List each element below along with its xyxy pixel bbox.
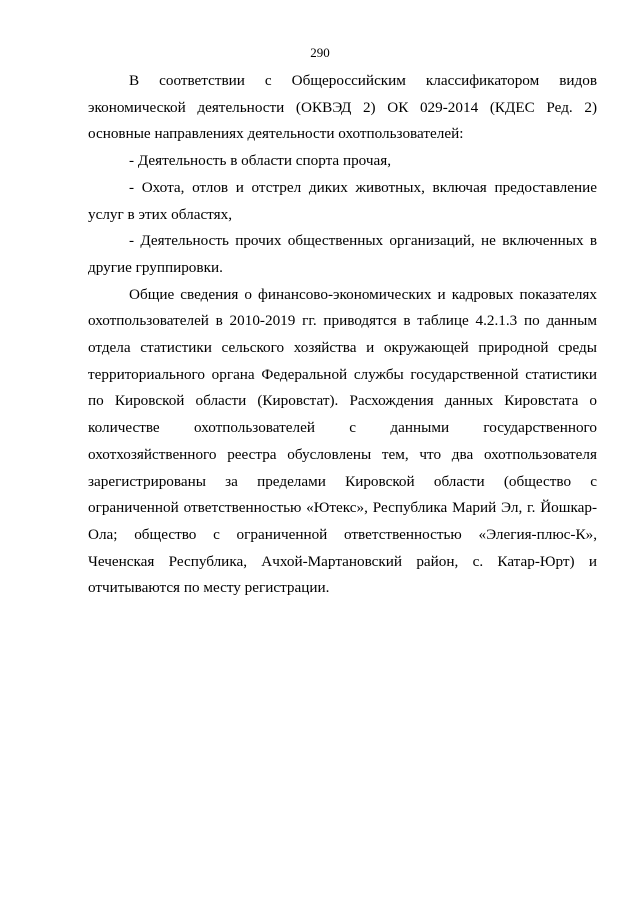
paragraph-activity-sport: - Деятельность в области спорта прочая, [129, 152, 392, 170]
paragraph-statistics-info: Общие сведения о финансово-экономических и кадровых показателях охотпользователей в 2010-2019 гг. приводятся в таблице 4.2.1.3 по данным отдела статистики сельского хозяйства и окружающей природной среды территориального органа Федеральной службы государственной статистики по Кировской области (Кировстат). Расхождения данных Кировстата о количестве охотпользователей с данными государственного охотхозяйственного реестра обусловлены тем, что два охотпользователя зарегистрированы за пределами Кировской области (общество с ограниченной ответственностью «Ютекс», Республика Марий Эл, г. Йошкар-Ола; общество с ограниченной ответственностью «Элегия-плюс-К», Чеченская Республика, Ачхой-Мартановский район, с. Катар-Юрт) и отчитываются по месту регистрации. [88, 285, 597, 597]
document-body [88, 68, 597, 602]
paragraph-activity-hunting: - Охота, отлов и отстрел диких животных, включая предоставление услуг в этих областях, [88, 178, 597, 223]
paragraph-okved-intro: В соответствии с Общероссийским классификатором видов экономической деятельности (ОКВЭД 2) ОК 029-2014 (КДЕС Ред. 2) основные направлениях деятельности охотпользователей: [88, 72, 597, 143]
paragraph-activity-organizations: - Деятельность прочих общественных организаций, не включенных в другие группировки. [88, 232, 597, 276]
page-number: 290 [310, 45, 330, 60]
